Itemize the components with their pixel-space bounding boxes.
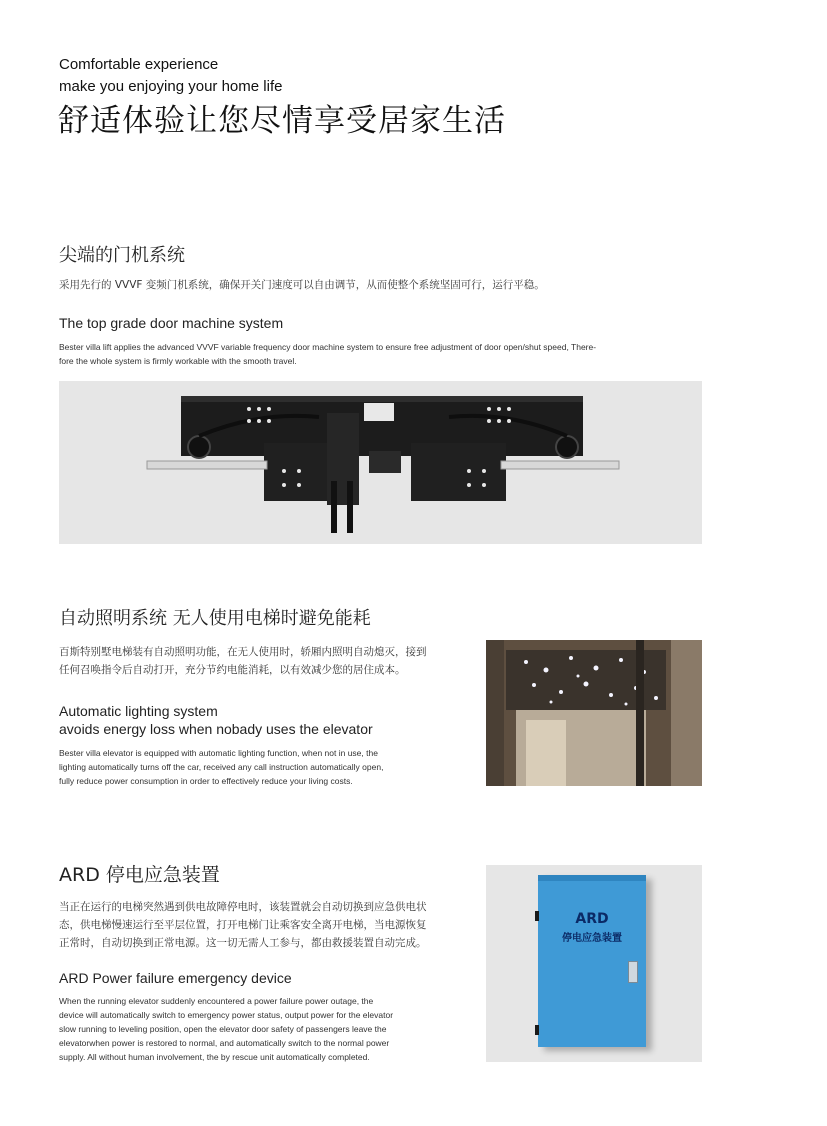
section1-en-text-line2: fore the whole system is firmly workable with the smooth travel. [59, 356, 297, 366]
section2-en-text-line1: Bester villa elevator is equipped with automatic lighting function, when not in use, the [59, 748, 378, 758]
section1-cn-text: 采用先行的 VVVF 变频门机系统，确保开关门速度可以自由调节，从而使整个系统坚固可行，运行平稳。 [59, 279, 545, 291]
section3-en-text-line4: elevatorwhen power is restored to normal, and automatically switch to the normal power [59, 1038, 390, 1048]
lock-icon [628, 961, 638, 983]
section3-cn-text-line2: 态，供电梯慢速运行至平层位置，打开电梯门让乘客安全离开电梯，当电源恢复 [59, 919, 427, 931]
header-en-line1: Comfortable experience [59, 56, 219, 73]
page-title: 舒适体验让您尽情享受居家生活 [58, 103, 506, 139]
hinge-top [535, 911, 539, 921]
section2-en-text-line2: lighting automatically turns off the car, received any call instruction automatically open, [59, 762, 384, 772]
section3-en-heading: ARD Power failure emergency device [59, 970, 292, 986]
ard-cabinet [538, 875, 646, 1047]
door-machine-illustration [59, 381, 702, 544]
ard-label-en: ARD [575, 911, 609, 927]
section2-cn-heading: 自动照明系统 无人使用电梯时避免能耗 [59, 608, 371, 629]
section2-cn-text-line2: 任何召唤指令后自动打开，充分节约电能消耗，以有效减少您的居住成本。 [59, 664, 406, 676]
section2-en-text-line3: fully reduce power consumption in order to effectively reduce your living costs. [59, 776, 353, 786]
section1-en-text-line1: Bester villa lift applies the advanced VVVF variable frequency door machine system to ensure free adjustment of door open/shut speed, There- [59, 342, 597, 352]
elevator-lighting-illustration [486, 640, 702, 786]
section3-en-text-line2: device will automatically switch to emergency power status, output power for the elevator [59, 1010, 394, 1020]
section3-en-text-line3: slow running to leveling position, open the elevator door safety of passengers leave the [59, 1024, 387, 1034]
section2-en-heading-line2: avoids energy loss when nobady uses the elevator [59, 721, 373, 737]
section3-en-text-line1: When the running elevator suddenly encountered a power failure power outage, the [59, 996, 374, 1006]
section1-cn-heading: 尖端的门机系统 [59, 245, 185, 266]
ard-label-cn: 停电应急装置 [562, 933, 622, 944]
header-en-line2: make you enjoying your home life [59, 78, 283, 95]
section2-cn-text-line1: 百斯特别墅电梯装有自动照明功能，在无人使用时，轿厢内照明自动熄灭，接到 [59, 646, 427, 658]
section3-cn-heading: ARD 停电应急装置 [59, 864, 220, 886]
section3-cn-text-line3: 正常时，自动切换到正常电源。这一切无需人工参与，都由救援装置自动完成。 [59, 937, 427, 949]
door-machine-image [59, 381, 702, 544]
section3-en-text-line5: supply. All without human involvement, the by rescue unit automatically completed. [59, 1052, 370, 1062]
ard-device-image [486, 865, 702, 1062]
section3-cn-text-line1: 当正在运行的电梯突然遇到供电故障停电时，该装置就会自动切换到应急供电状 [59, 901, 427, 913]
hinge-bottom [535, 1025, 539, 1035]
section2-en-heading-line1: Automatic lighting system [59, 703, 218, 719]
elevator-lighting-image [486, 640, 702, 786]
section1-en-heading: The top grade door machine system [59, 315, 284, 331]
